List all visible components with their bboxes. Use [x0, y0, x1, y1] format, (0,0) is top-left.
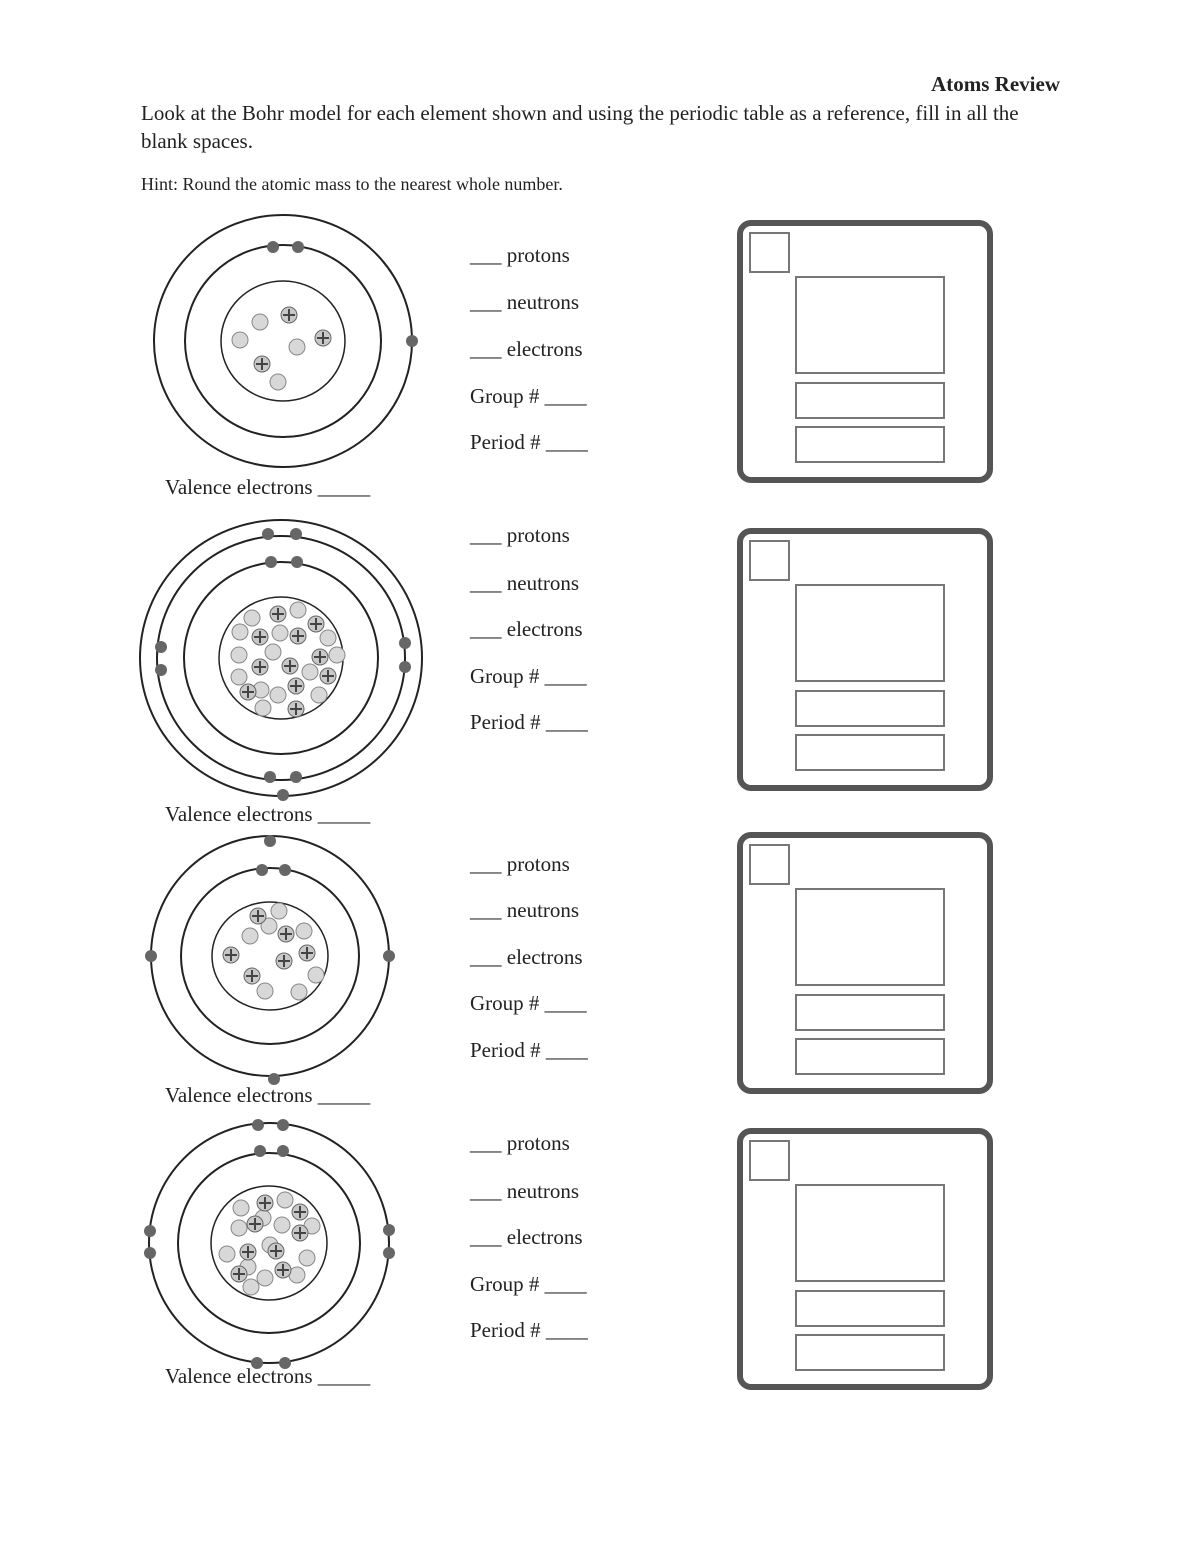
name-box[interactable]	[795, 1290, 945, 1327]
inner-shell	[184, 562, 378, 754]
electron	[383, 1247, 395, 1259]
electrons-blank[interactable]: ___ electrons	[470, 337, 583, 361]
neutron	[296, 923, 312, 939]
proton	[290, 628, 306, 644]
electron	[267, 241, 279, 253]
outer-shell	[151, 836, 389, 1076]
neutrons-blank[interactable]: ___ neutrons	[470, 1179, 580, 1203]
proton	[275, 1262, 291, 1278]
electron	[155, 664, 167, 676]
electrons-blank[interactable]: ___ electrons	[470, 945, 583, 969]
neutron	[290, 602, 306, 618]
element-card-1	[737, 220, 993, 483]
neutron	[233, 1200, 249, 1216]
bohr-diagram-4	[145, 1120, 395, 1370]
group-blank[interactable]: Group # ____	[470, 1272, 587, 1296]
proton	[312, 649, 328, 665]
mass-box[interactable]	[795, 426, 945, 463]
name-box[interactable]	[795, 994, 945, 1031]
proton	[288, 701, 304, 717]
proton	[257, 1195, 273, 1211]
neutron	[231, 669, 247, 685]
neutron	[289, 339, 305, 355]
electron	[264, 771, 276, 783]
element-card-4	[737, 1128, 993, 1390]
neutron	[231, 647, 247, 663]
electron	[399, 661, 411, 673]
neutron	[231, 1220, 247, 1236]
outer-shell	[154, 215, 412, 467]
group-blank[interactable]: Group # ____	[470, 664, 587, 688]
period-blank[interactable]: Period # ____	[470, 710, 588, 734]
proton	[252, 659, 268, 675]
period-blank[interactable]: Period # ____	[470, 430, 588, 454]
proton	[288, 678, 304, 694]
electrons-blank[interactable]: ___ electrons	[470, 1225, 583, 1249]
neutron	[232, 332, 248, 348]
electron	[155, 641, 167, 653]
electron	[265, 556, 277, 568]
neutrons-blank[interactable]: ___ neutrons	[470, 290, 580, 314]
proton	[315, 330, 331, 346]
bohr-diagram-1	[150, 215, 420, 475]
page-title: Atoms Review	[931, 72, 1060, 96]
neutron	[265, 644, 281, 660]
proton	[320, 668, 336, 684]
proton	[270, 606, 286, 622]
electron	[406, 335, 418, 347]
element-card-2	[737, 528, 993, 791]
inner-shell	[185, 245, 381, 437]
neutron	[244, 610, 260, 626]
electron	[290, 528, 302, 540]
proton	[254, 356, 270, 372]
mass-box[interactable]	[795, 1334, 945, 1371]
electron	[144, 1247, 156, 1259]
symbol-box[interactable]	[795, 584, 945, 682]
period-blank[interactable]: Period # ____	[470, 1318, 588, 1342]
proton	[281, 307, 297, 323]
neutron	[320, 630, 336, 646]
neutron	[272, 625, 288, 641]
mass-box[interactable]	[795, 734, 945, 771]
electron	[264, 835, 276, 847]
neutron	[271, 903, 287, 919]
proton	[292, 1225, 308, 1241]
electron	[277, 789, 289, 801]
neutron	[299, 1250, 315, 1266]
valence-blank[interactable]: Valence electrons _____	[165, 475, 371, 499]
electron	[383, 950, 395, 962]
electron	[277, 1145, 289, 1157]
electron	[145, 950, 157, 962]
electron	[256, 864, 268, 876]
neutron	[257, 1270, 273, 1286]
electron	[254, 1145, 266, 1157]
neutron	[243, 1279, 259, 1295]
hint: Hint: Round the atomic mass to the nearest whole number.	[141, 174, 563, 194]
proton	[240, 1244, 256, 1260]
proton	[240, 684, 256, 700]
neutrons-blank[interactable]: ___ neutrons	[470, 571, 580, 595]
proton	[282, 658, 298, 674]
proton	[244, 968, 260, 984]
electron	[292, 241, 304, 253]
atomic-number-box[interactable]	[749, 232, 790, 273]
electron	[291, 556, 303, 568]
period-blank[interactable]: Period # ____	[470, 1038, 588, 1062]
electron	[252, 1119, 264, 1131]
symbol-box[interactable]	[795, 276, 945, 374]
neutron	[274, 1217, 290, 1233]
neutron	[311, 687, 327, 703]
proton	[250, 908, 266, 924]
proton	[231, 1266, 247, 1282]
electrons-blank[interactable]: ___ electrons	[470, 617, 583, 641]
bohr-diagram-3	[146, 838, 396, 1088]
proton	[276, 953, 292, 969]
name-box[interactable]	[795, 382, 945, 419]
name-box[interactable]	[795, 690, 945, 727]
proton	[247, 1216, 263, 1232]
protons-blank[interactable]: ___ protons	[470, 1131, 570, 1155]
middle-shell	[157, 536, 405, 780]
electron	[262, 528, 274, 540]
bohr-model-4	[145, 1120, 395, 1375]
neutrons-blank[interactable]: ___ neutrons	[470, 898, 580, 922]
bohr-model-2	[140, 520, 425, 810]
neutron	[219, 1246, 235, 1262]
neutron	[329, 647, 345, 663]
neutron	[257, 983, 273, 999]
bohr-diagram-2	[140, 520, 425, 805]
group-blank[interactable]: Group # ____	[470, 991, 587, 1015]
protons-blank[interactable]: ___ protons	[470, 523, 570, 547]
neutron	[308, 967, 324, 983]
proton	[278, 926, 294, 942]
protons-blank[interactable]: ___ protons	[470, 243, 570, 267]
proton	[308, 616, 324, 632]
neutron	[255, 700, 271, 716]
electron	[399, 637, 411, 649]
inner-shell	[181, 868, 359, 1044]
electron	[277, 1119, 289, 1131]
neutron	[291, 984, 307, 1000]
proton	[292, 1204, 308, 1220]
bohr-model-1	[150, 215, 420, 480]
proton	[223, 947, 239, 963]
atomic-number-box[interactable]	[749, 1140, 790, 1181]
electron	[290, 771, 302, 783]
neutron	[277, 1192, 293, 1208]
instructions: Look at the Bohr model for each element shown and using the periodic table as a reference, fill in all the blank spaces.	[141, 101, 1019, 153]
neutron	[302, 664, 318, 680]
element-card-3	[737, 832, 993, 1094]
electron	[383, 1224, 395, 1236]
proton	[268, 1243, 284, 1259]
symbol-box[interactable]	[795, 1184, 945, 1282]
mass-box[interactable]	[795, 1038, 945, 1075]
proton	[252, 629, 268, 645]
group-blank[interactable]: Group # ____	[470, 384, 587, 408]
protons-blank[interactable]: ___ protons	[470, 852, 570, 876]
neutron	[232, 624, 248, 640]
bohr-model-3	[146, 838, 396, 1093]
neutron	[252, 314, 268, 330]
electron	[279, 864, 291, 876]
valence-blank[interactable]: Valence electrons _____	[165, 1083, 371, 1107]
atomic-number-box[interactable]	[749, 844, 790, 885]
symbol-box[interactable]	[795, 888, 945, 986]
atomic-number-box[interactable]	[749, 540, 790, 581]
neutron	[242, 928, 258, 944]
proton	[299, 945, 315, 961]
neutron	[270, 687, 286, 703]
neutron	[270, 374, 286, 390]
electron	[144, 1225, 156, 1237]
valence-blank[interactable]: Valence electrons _____	[165, 1364, 371, 1388]
valence-blank[interactable]: Valence electrons _____	[165, 802, 371, 826]
